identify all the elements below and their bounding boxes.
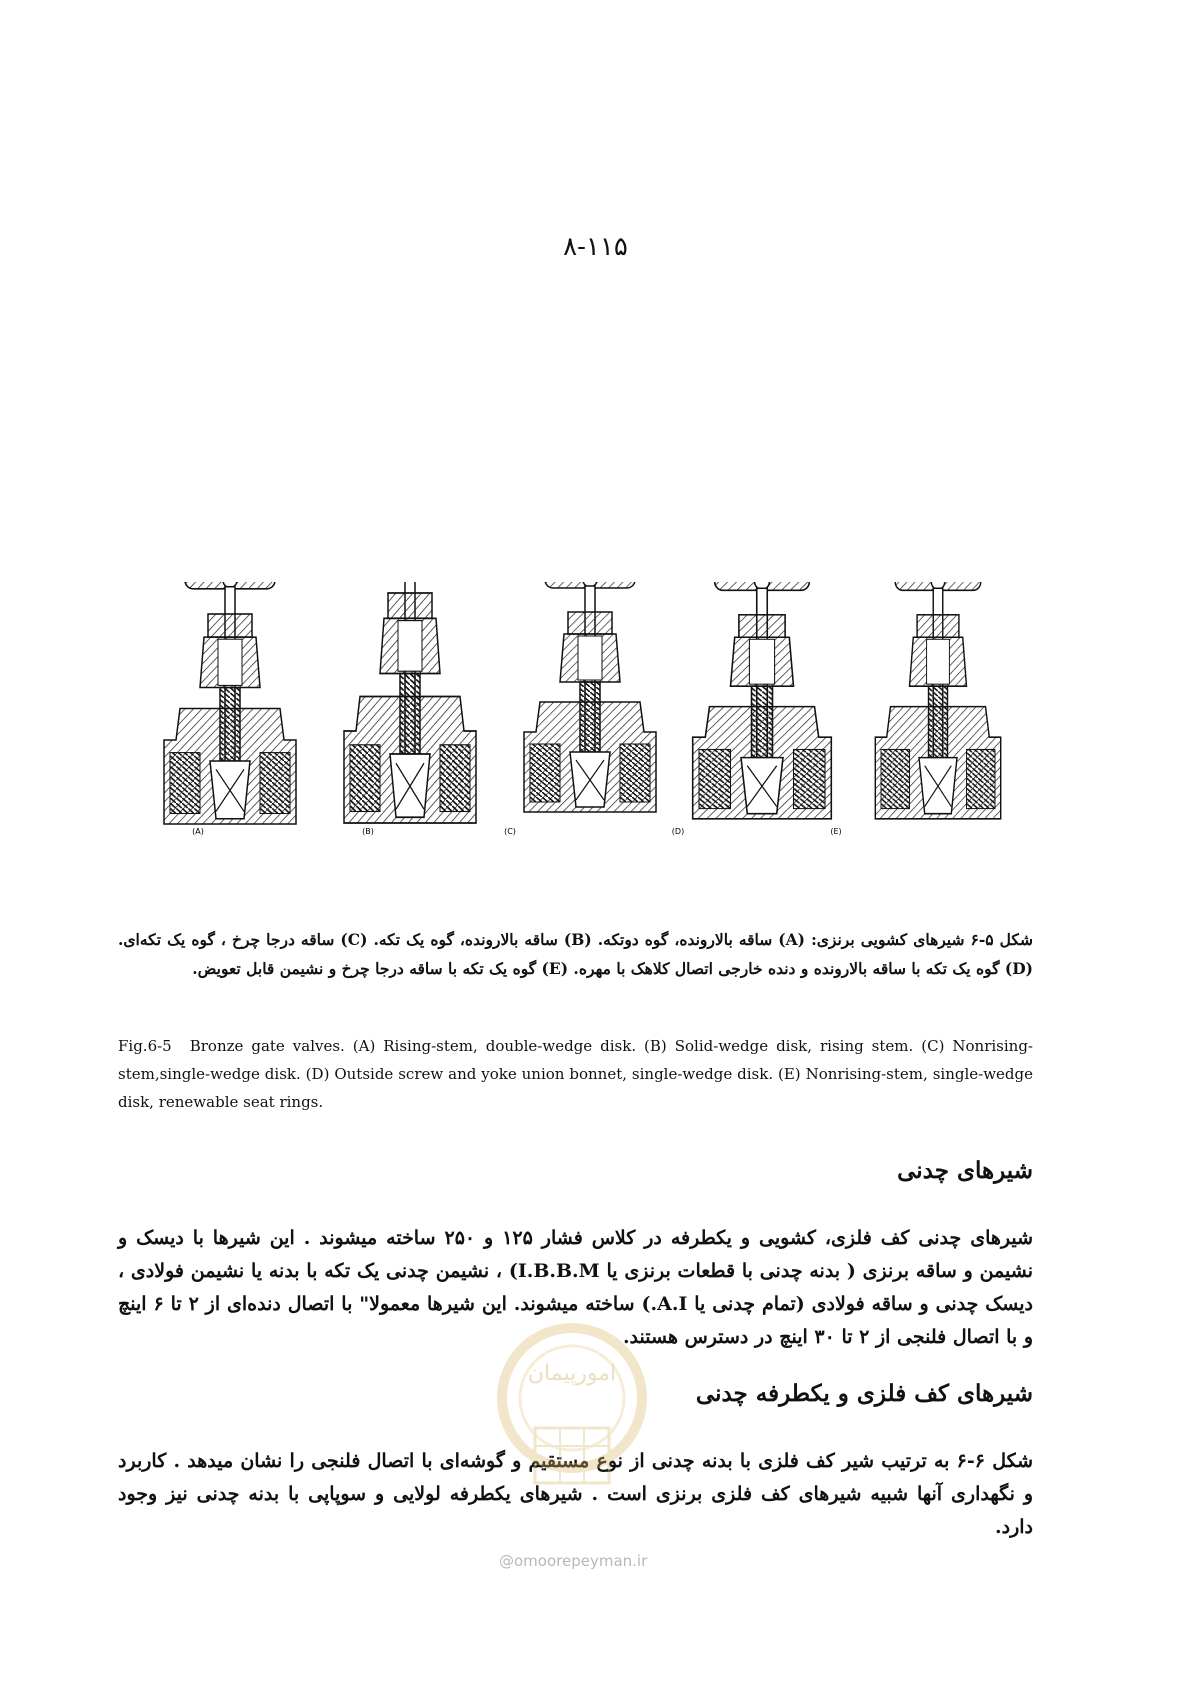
figure-number: Fig.6-5 xyxy=(118,1037,172,1055)
watermark-seal-text: امورپیمان xyxy=(527,1361,617,1386)
figure-label-c: (C) xyxy=(504,827,516,836)
figure-caption-english-text: Bronze gate valves. (A) Rising-stem, double-wedge disk. (B) Solid-wedge disk, rising stem. (C) Nonrising-stem,single-wedge disk. (D) Outside screw and yoke union bonnet, single-wedge disk. (E) Nonrising-stem, single-wedge disk, renewable seat rings. xyxy=(118,1037,1033,1111)
figure-caption-persian: شکل ۵-۶ شیرهای کشویی برنزی: (A) ساقه بالارونده، گوه دوتکه. (B) ساقه بالارونده، گوه یک تکه. (C) ساقه درجا چرخ ، گوه یک تکه‌ای. (D) گوه یک تکه با ساقه بالارونده و دنده خارجی اتصال کلاهک با مهره. (E) گوه یک تکه با ساقه درجا چرخ و نشیمن قابل تعویض. xyxy=(118,930,1033,978)
figure-label-b: (B) xyxy=(362,827,374,836)
valve-b xyxy=(344,582,476,823)
figure-label-d: (D) xyxy=(671,827,685,836)
valve-a xyxy=(164,582,296,824)
page-number: ۸-۱۱۵ xyxy=(563,232,628,262)
figure-label-e: (E) xyxy=(830,827,842,836)
valve-c xyxy=(524,582,656,812)
section-heading-globe-check-valves: شیرهای کف فلزی و یکطرفه چدنی xyxy=(695,1380,1033,1407)
watermark-url: @omoorepeyman.ir xyxy=(499,1552,648,1570)
gate-valves-figure xyxy=(150,582,1050,902)
figure-caption-english xyxy=(118,1032,1033,1116)
section-paragraph-cast-iron-valves: شیرهای چدنی کف فلزی، کشویی و یکطرفه در کلاس فشار ۱۲۵ و ۲۵۰ ساخته میشوند . این شیرها با دیسک و نشیمن و ساقه برنزی ( بدنه چدنی با قطعات برنزی یا I.B.B.M) ، نشیمن چدنی یک تکه با بدنه یا نشیمن فولادی ، دیسک چدنی و ساقه فولادی (تمام چدنی یا A.I.) ساخته میشوند. این شیرها معمولا" با اتصال دنده‌ای از ۲ تا ۶ اینچ و با اتصال فلنجی از ۲ تا ۳۰ اینچ در دسترس هستند. xyxy=(118,1227,1034,1348)
section-paragraph-globe-check-valves: شکل ۶-۶ به ترتیب شیر کف فلزی با بدنه چدنی از نوع مستقیم و گوشه‌ای با اتصال فلنجی را نشان میدهد . کاربرد و نگهداری آنها شبیه شیرهای کف فلزی برنزی است . شیرهای یکطرفه لولایی و سوپاپی با بدنه چدنی نیز وجود دارد. xyxy=(118,1450,1033,1538)
section-heading-cast-iron-valves: شیرهای چدنی xyxy=(897,1157,1033,1184)
figure-label-a: (A) xyxy=(192,827,204,836)
watermark-seal-logo xyxy=(487,1318,657,1508)
valve-e xyxy=(875,582,1000,819)
valve-d xyxy=(693,582,832,819)
gate-valves-drawing xyxy=(150,582,1050,902)
